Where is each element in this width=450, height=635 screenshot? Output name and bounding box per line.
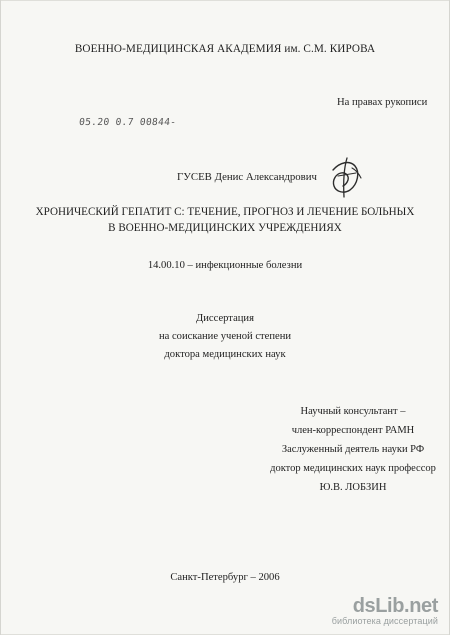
dissertation-title-line-1: ХРОНИЧЕСКИЙ ГЕПАТИТ С: ТЕЧЕНИЕ, ПРОГНОЗ И ЛЕЧЕНИЕ БОЛЬНЫХ (35, 206, 415, 218)
dslib-watermark (328, 596, 438, 627)
scientific-consultant-block (258, 402, 448, 497)
academy-header: ВОЕННО-МЕДИЦИНСКАЯ АКАДЕМИЯ им. С.М. КИРОВА (74, 43, 376, 55)
handwritten-signature (322, 152, 370, 200)
consultant-line: доктор медицинских наук профессор (270, 463, 436, 474)
registration-stamp: 05.20 0.7 00844- (78, 117, 177, 128)
rights-notice: На правах рукописи (337, 97, 428, 108)
consultant-line: Научный консультант – (300, 406, 406, 417)
consultant-line: Заслуженный деятель науки РФ (281, 444, 425, 455)
specialty-line: 14.00.10 – инфекционные болезни (147, 260, 303, 271)
consultant-line: член-корреспондент РАМН (291, 425, 415, 436)
degree-line-2: доктора медицинских наук (164, 349, 286, 360)
city-year: Санкт-Петербург – 2006 (170, 572, 280, 583)
degree-line-1: на соискание ученой степени (158, 331, 292, 342)
consultant-name: Ю.В. ЛОБЗИН (319, 482, 387, 493)
dissertation-title-line-2: В ВОЕННО-МЕДИЦИНСКИХ УЧРЕЖДЕНИЯХ (108, 222, 342, 234)
dslib-logo: dsLib.net (352, 595, 438, 618)
author-name: ГУСЕВ Денис Александрович (177, 171, 317, 183)
dissertation-label: Диссертация (196, 313, 254, 324)
dslib-subtitle: библиотека диссертаций (331, 616, 438, 627)
